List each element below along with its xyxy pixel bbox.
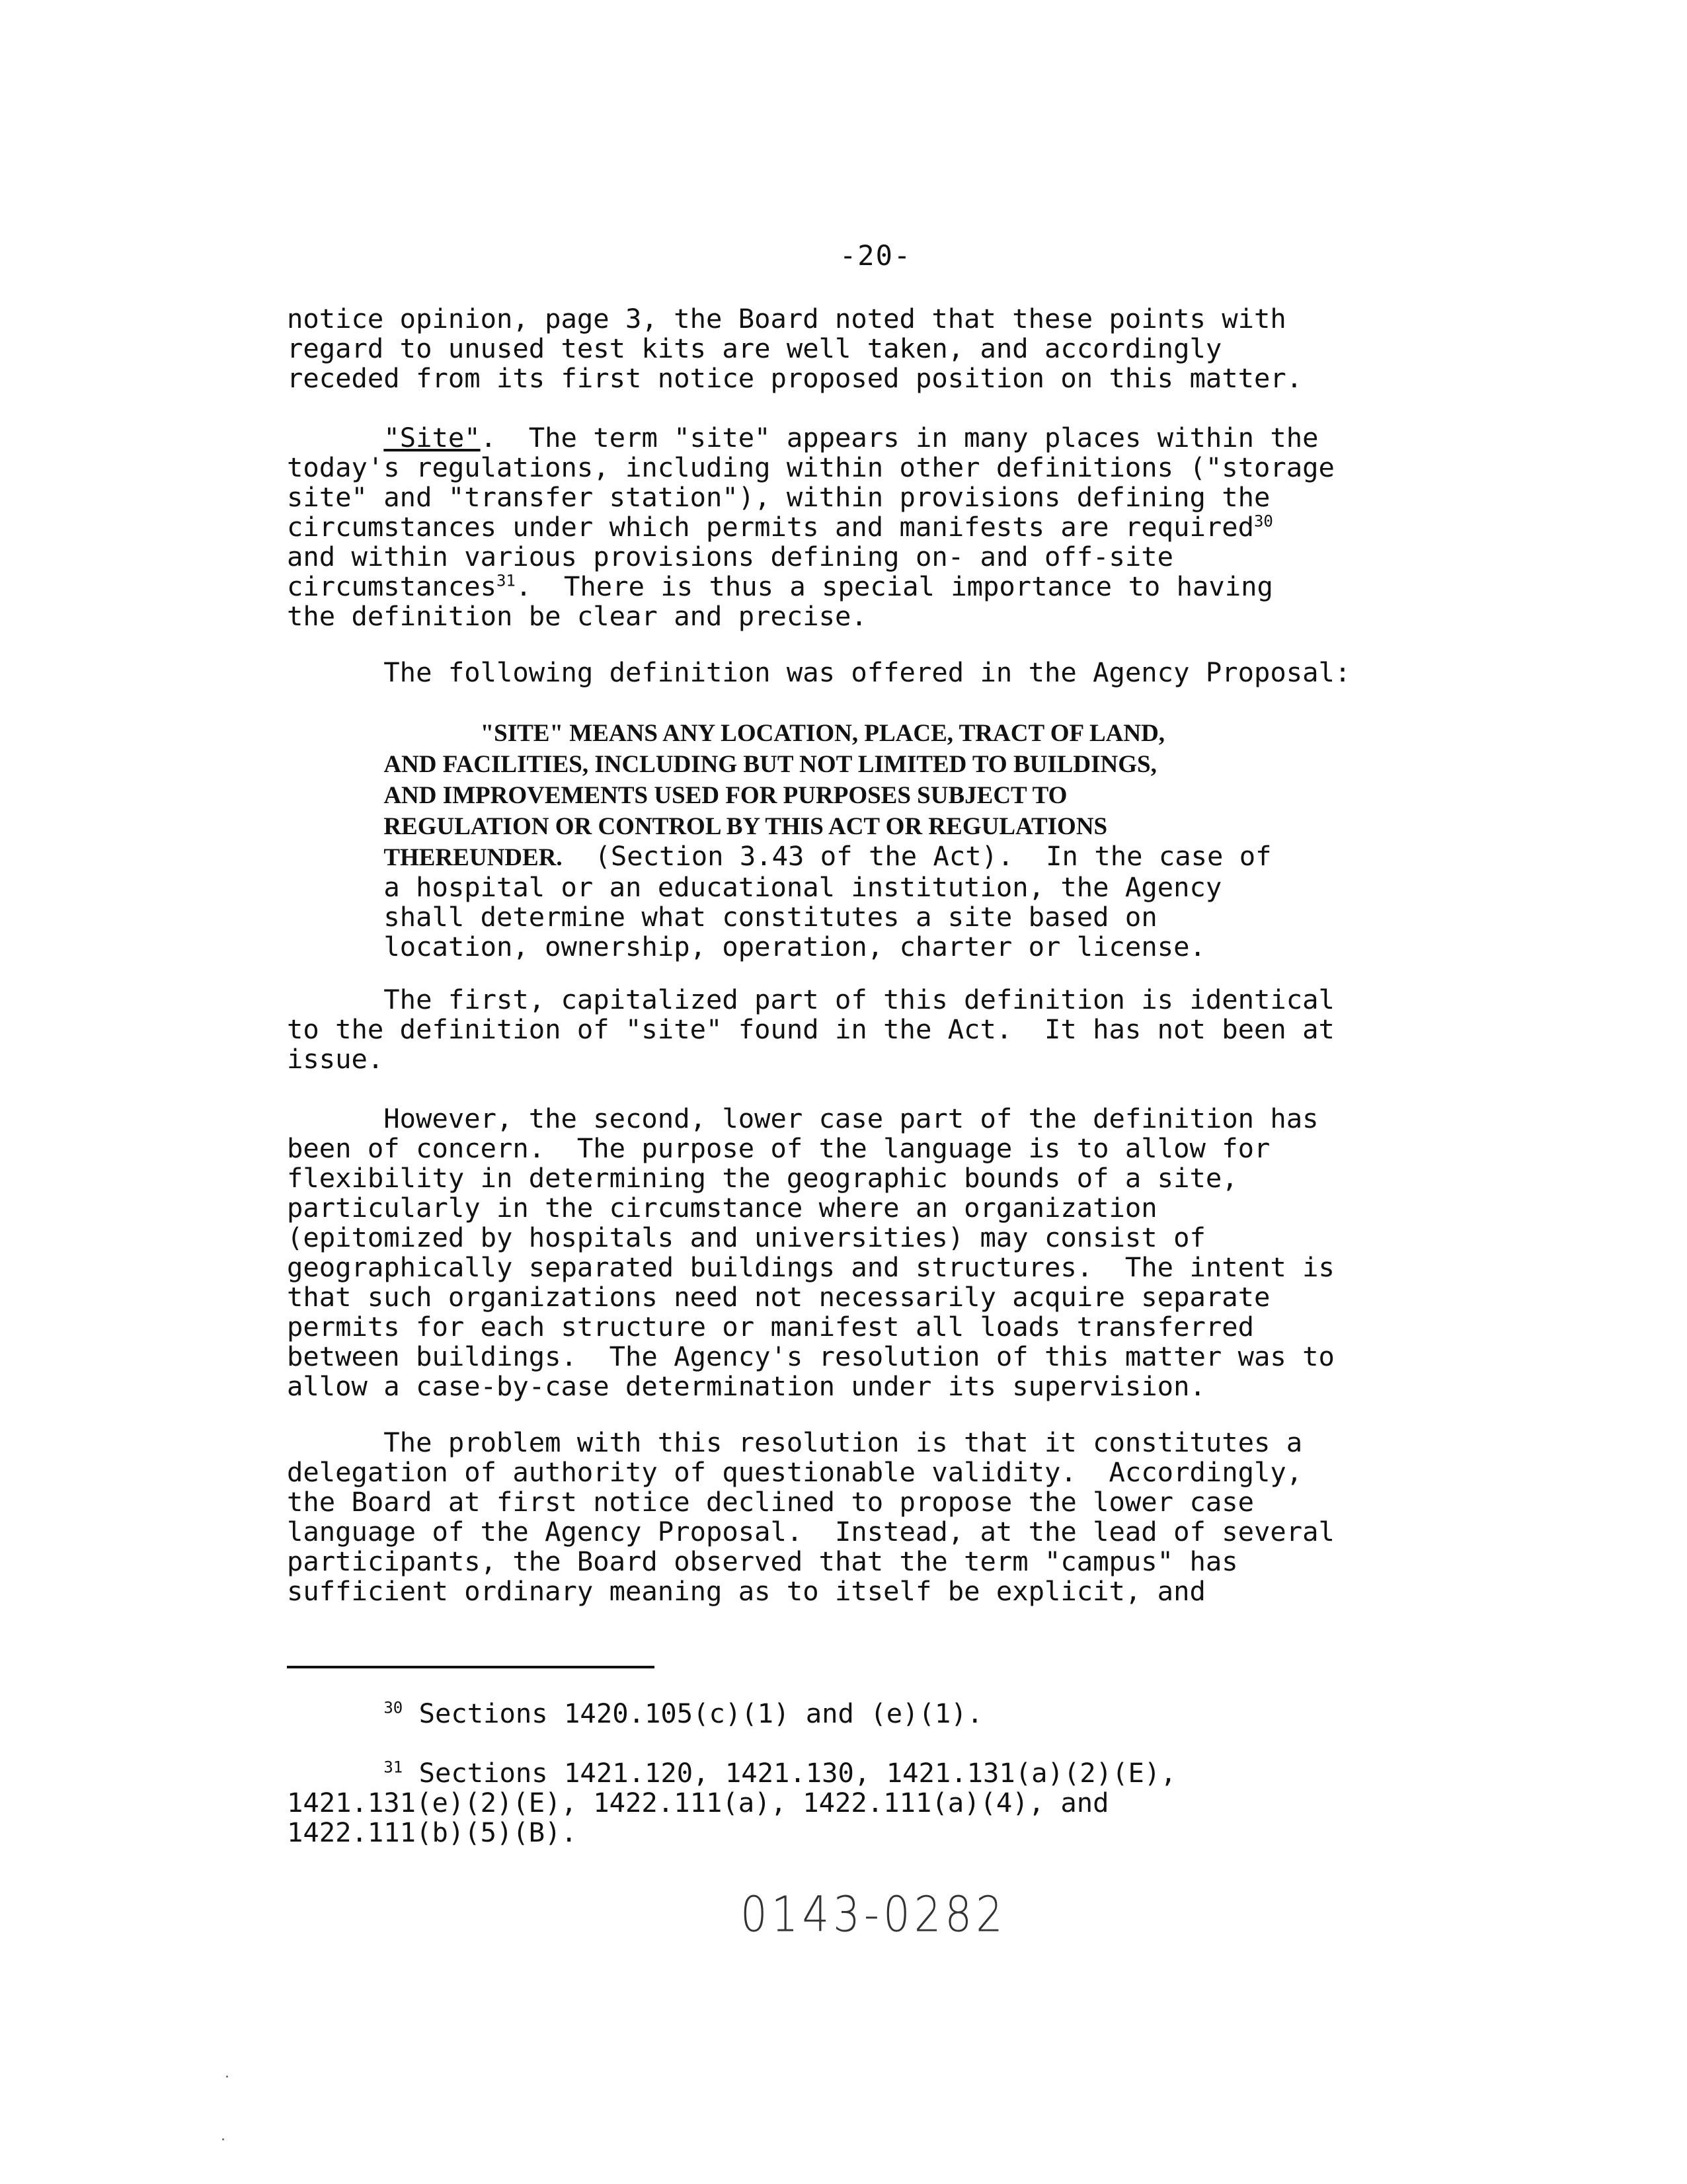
footnote-divider bbox=[287, 1666, 654, 1668]
paragraph-first-part: The first, capitalized part of this definition is identical to the definition of "site" found in the Act. It has not been at issue. bbox=[287, 984, 1335, 1075]
footnote-30: $^{30}$ Sections 1420.105(c)(1) and (e)(1). bbox=[383, 1697, 984, 1729]
block-quote-definition: "SITE" MEANS ANY LOCATION, PLACE, TRACT OF LAND, AND FACILITIES, INCLUDING BUT NOT LIMITED TO BUILDINGS, AND IMPROVEMENTS USED FOR PURPOSES SUBJECT TO REGULATION OR CONTROL BY THIS ACT OR REGULATIONS THEREUNDER. (Section 3.43 of the Act). In the case of a hospital or an educational institution, the Agency shall determine what constitutes a site based on location, ownership, operation, charter or license. bbox=[383, 720, 1272, 962]
footnote-ref-31: 31 bbox=[496, 571, 516, 590]
paragraph-intro-quote: The following definition was offered in the Agency Proposal: bbox=[287, 656, 1351, 688]
scan-speck bbox=[222, 2138, 224, 2140]
paragraph-problem: The problem with this resolution is that it constitutes a delegation of authority of questionable validity. Accordingly, the Board at first notice declined to propose the lower case language of the Agency Proposal. Instead, at the lead of several participants, the Board observed that the term "campus" has sufficient ordinary meaning as to itself be explicit, and bbox=[287, 1426, 1335, 1607]
footnote-ref-30: 30 bbox=[1253, 512, 1273, 531]
site-term-heading: "Site" bbox=[383, 422, 481, 453]
paragraph-continuation: notice opinion, page 3, the Board noted that these points with regard to unused test kits are well taken, and accordingly receded from its first notice proposed position on this matter. bbox=[287, 303, 1303, 394]
footnote-31: $^{31}$ Sections 1421.120, 1421.130, 1421.131(a)(2)(E), 1421.131(e)(2)(E), 1422.111(a), 1422.111(a)(4), and 1422.111(b)(5)(B). bbox=[287, 1757, 1177, 1848]
scan-speck bbox=[226, 2076, 228, 2078]
paragraph-site-definition: "Site". The term "site" appears in many places within the today's regulations, including within other definitions ("storage site" and "transfer station"), within provisions defining the circumstances under which permits and manifests are required$^{30}$ and within various provisions defining on- and off-site circumstances$^{31}$. There is thus a special importance to having the definition be clear and precise. bbox=[287, 422, 1335, 632]
page-number: -20- bbox=[840, 239, 912, 272]
paragraph-second-part: However, the second, lower case part of the definition has been of concern. The purpose of the language is to allow for flexibility in determining the geographic bounds of a site, particularly in the circumstance where an organization (epitomized by hospitals and universities) may consist of geographically separated buildings and structures. The intent is that such organizations need not necessarily acquire separate permits for each structure or manifest all loads transferred between buildings. The Agency's resolution of this matter was to allow a case-by-case determination under its supervision. bbox=[287, 1103, 1335, 1402]
document-stamp-number: 0143-0282 bbox=[740, 1887, 1007, 1944]
